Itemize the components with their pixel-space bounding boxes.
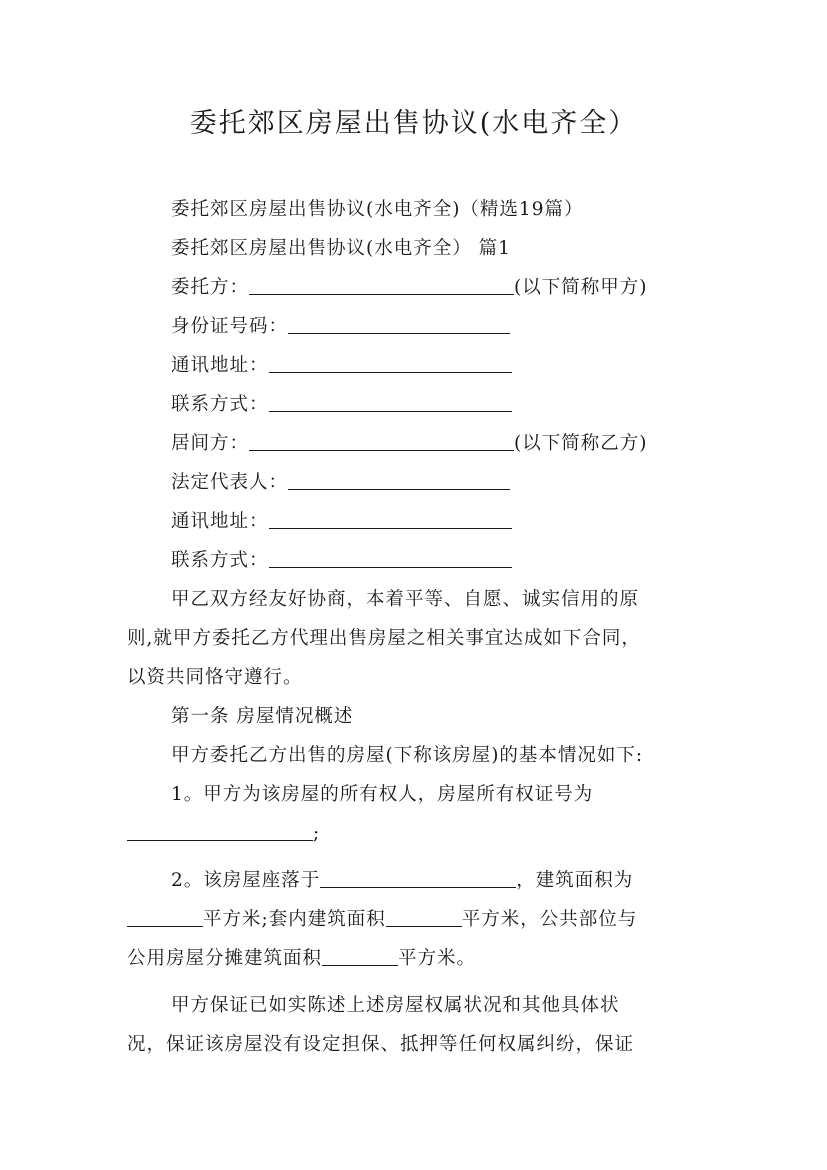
intro-line-3: 以资共同恪守遵行。 bbox=[127, 667, 303, 688]
party-b-contact-blank[interactable] bbox=[269, 543, 512, 568]
article-1-heading: 第一条 房屋情况概述 bbox=[171, 706, 354, 727]
party-a-contact-blank[interactable] bbox=[269, 387, 512, 412]
building-area-blank[interactable] bbox=[127, 902, 203, 927]
party-b-name-blank[interactable] bbox=[249, 426, 514, 451]
guarantee-line-1: 甲方保证已如实陈述上述房屋权属状况和其他具体状 bbox=[171, 995, 620, 1016]
article-1-item-2-line-2 bbox=[127, 900, 701, 939]
inner-area-blank[interactable] bbox=[386, 902, 462, 927]
party-a-label: 委托方： bbox=[171, 277, 250, 298]
item-2-post: ，建筑面积为 bbox=[516, 870, 634, 891]
document-title: 委托郊区房屋出售协议(水电齐全） bbox=[189, 108, 638, 139]
party-b-address-line bbox=[127, 502, 701, 541]
article-1-item-1-cont bbox=[127, 814, 701, 853]
item-2-l3-b: 平方米。 bbox=[398, 948, 477, 969]
party-b-address-blank[interactable] bbox=[269, 504, 512, 529]
intro-line-2: 则,就甲方委托乙方代理出售房屋之相关事宜达成如下合同， bbox=[127, 628, 641, 649]
party-b-rep-label: 法定代表人： bbox=[171, 472, 289, 493]
item-1-tail: ; bbox=[313, 823, 321, 844]
item-2-l3-a: 公用房屋分摊建筑面积 bbox=[127, 948, 323, 969]
guarantee-line-2: 况，保证该房屋没有设定担保、抵押等任何权属纠纷，保证 bbox=[127, 1034, 635, 1055]
part-heading: 委托郊区房屋出售协议(水电齐全） 篇1 bbox=[171, 238, 511, 259]
party-a-address-label: 通讯地址： bbox=[171, 355, 269, 376]
shared-area-blank[interactable] bbox=[322, 941, 398, 966]
item-2-l2-b: 平方米，公共部位与 bbox=[461, 909, 638, 930]
party-a-suffix: (以下简称甲方) bbox=[514, 277, 648, 298]
party-b-address-label: 通讯地址： bbox=[171, 511, 269, 532]
party-b-suffix: (以下简称乙方) bbox=[514, 433, 648, 454]
party-b-contact-label: 联系方式： bbox=[171, 550, 269, 571]
location-blank[interactable] bbox=[320, 863, 516, 888]
article-1-item-1: 1。甲方为该房屋的所有权人，房屋所有权证号为 bbox=[171, 784, 594, 805]
party-b-line bbox=[127, 424, 701, 463]
party-a-address-blank[interactable] bbox=[269, 348, 512, 373]
party-a-id-label: 身份证号码： bbox=[171, 316, 289, 337]
document-body bbox=[127, 190, 701, 1064]
party-a-line bbox=[127, 268, 701, 307]
party-a-id-blank[interactable] bbox=[288, 309, 510, 334]
document-subtitle: 委托郊区房屋出售协议(水电齐全)（精选19篇） bbox=[171, 199, 584, 220]
intro-line-1: 甲乙双方经友好协商，本着平等、自愿、诚实信用的原 bbox=[171, 589, 640, 610]
party-b-rep-line bbox=[127, 463, 701, 502]
item-2-pre: 2。该房屋座落于 bbox=[171, 870, 321, 891]
party-b-contact-line bbox=[127, 541, 701, 580]
party-a-id-line bbox=[127, 307, 701, 346]
party-a-contact-line bbox=[127, 385, 701, 424]
item-2-l2-a: 平方米;套内建筑面积 bbox=[203, 909, 386, 930]
certificate-number-blank[interactable] bbox=[127, 816, 313, 841]
party-a-address-line bbox=[127, 346, 701, 385]
party-b-rep-blank[interactable] bbox=[288, 465, 510, 490]
article-1-item-2 bbox=[127, 861, 701, 900]
party-b-label: 居间方： bbox=[171, 433, 250, 454]
party-a-name-blank[interactable] bbox=[249, 270, 514, 295]
article-1-lead: 甲方委托乙方出售的房屋(下称该房屋)的基本情况如下: bbox=[171, 745, 644, 766]
party-a-contact-label: 联系方式： bbox=[171, 394, 269, 415]
article-1-item-2-line-3 bbox=[127, 939, 701, 978]
